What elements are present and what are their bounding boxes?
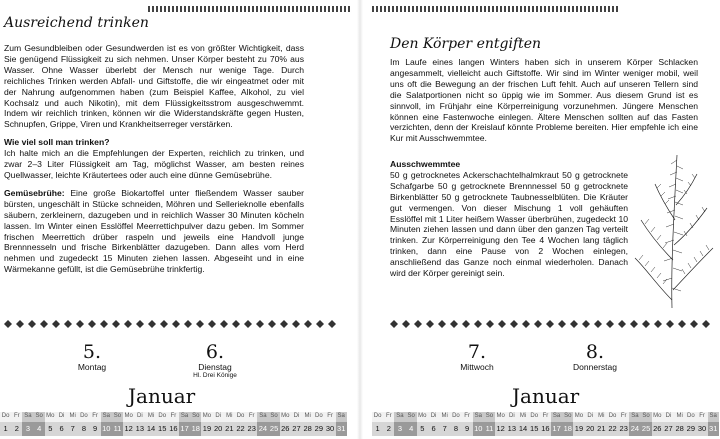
calendar-day-cell — [291, 412, 302, 436]
book-spine — [357, 0, 363, 439]
calendar-date-label: 19 — [201, 422, 212, 436]
calendar-weekday-label: So — [641, 412, 652, 422]
calendar-date-label: 16 — [168, 422, 179, 436]
tea-text: 50 g getrocknetes Ackerschachtelhalmkraut 50 g getrocknete Schafgarbe 50 g getrocknete Brennnessel 50 g getrocknete Birkenblätter 50 g getrocknete Taubnesselblüten. Die Kräuter gut vermengen. Von dieser Mischung 1 voll gehäuften Esslöffel mit 1 Liter heißem Wasser überbrühen, zugedeckt 10 Minuten ziehen lassen und dann über den ganzen Tag verteilt trinken. Zur Körperreinigung den Tee 4 Wochen lang täglich trinken, dann eine Pause von 2 Wochen einlegen, anschließend das Ganze noch einmal wiederholen. Danach wird der Körper gereinigt sein. — [390, 169, 628, 279]
right-page-title: Den Körper entgiften — [390, 36, 542, 52]
calendar-weekday-label: So — [112, 412, 123, 422]
calendar-weekday-label: Mo — [573, 412, 584, 422]
calendar-day-cell — [450, 412, 461, 436]
drink-section — [4, 137, 304, 181]
calendar-date-label: 12 — [495, 422, 506, 436]
calendar-weekday-label: Sa — [394, 412, 405, 422]
calendar-weekday-label: Mo — [417, 412, 428, 422]
calendar-weekday-label: Do — [0, 412, 11, 422]
calendar-date-label: 10 — [101, 422, 112, 436]
calendar-day-cell — [78, 412, 89, 436]
calendar-day-cell — [607, 412, 618, 436]
calendar-date-label: 13 — [134, 422, 145, 436]
calendar-date-label: 27 — [663, 422, 674, 436]
calendar-date-label: 3 — [22, 422, 33, 436]
calendar-date-label: 16 — [540, 422, 551, 436]
day-weekday: Montag — [77, 362, 107, 372]
calendar-date-label: 5 — [45, 422, 56, 436]
calendar-date-label: 12 — [123, 422, 134, 436]
calendar-weekday-label: Mo — [652, 412, 663, 422]
decorative-border — [4, 320, 344, 328]
calendar-day-cell — [551, 412, 562, 436]
calendar-weekday-label: Fr — [11, 412, 22, 422]
calendar-day-cell — [428, 412, 439, 436]
top-rule — [372, 6, 620, 12]
calendar-date-label: 18 — [190, 422, 201, 436]
calendar-day-cell — [663, 412, 674, 436]
calendar-date-label: 25 — [269, 422, 280, 436]
calendar-day-cell — [269, 412, 280, 436]
calendar-weekday-label: Do — [685, 412, 696, 422]
calendar-weekday-label: Mi — [145, 412, 156, 422]
calendar-weekday-label: Mi — [67, 412, 78, 422]
calendar-date-label: 31 — [708, 422, 719, 436]
calendar-date-label: 4 — [34, 422, 45, 436]
calendar-weekday-label: Do — [235, 412, 246, 422]
calendar-date-label: 10 — [473, 422, 484, 436]
calendar-weekday-label: Do — [313, 412, 324, 422]
broth-text: Eine große Biokartoffel unter fließendem Wasser sauber bürsten, ungeschält in Stücke schneiden, Möhren und Sellerieknolle ebenfalls säubern, zerkleinern, dazugeben und in reichlich Wasser 30 Minuten köcheln lassen. Im Winter einen Esslöffel Meerrettichpulver dazu geben. Im Sommer frischen Meerrettich drüber raspeln und jeweils eine Handvoll junge Brennnesseln und frische Birkenblätter dazugeben. Dann alles vom Herd nehmen und zugedeckt 15 Minuten ziehen lassen. Abgeseiht und in eine Wärmekanne gefüllt, ist die Gemüsebrühe trinkfertig. — [4, 187, 304, 275]
calendar-date-label: 8 — [78, 422, 89, 436]
calendar-date-label: 30 — [324, 422, 335, 436]
calendar-day-cell — [324, 412, 335, 436]
calendar-day-cell — [517, 412, 528, 436]
calendar-day-cell — [417, 412, 428, 436]
right-page — [372, 0, 720, 439]
day-number: 6. — [205, 341, 225, 363]
calendar-date-label: 9 — [462, 422, 473, 436]
left-body — [4, 43, 304, 282]
calendar-date-label: 19 — [573, 422, 584, 436]
calendar-weekday-label: Mo — [123, 412, 134, 422]
calendar-day-cell — [573, 412, 584, 436]
month-calendar-strip — [372, 412, 719, 436]
calendar-date-label: 26 — [652, 422, 663, 436]
calendar-day-cell — [495, 412, 506, 436]
calendar-day-cell — [45, 412, 56, 436]
calendar-day-cell — [685, 412, 696, 436]
calendar-date-label: 31 — [336, 422, 347, 436]
calendar-weekday-label: Sa — [473, 412, 484, 422]
calendar-day-cell — [224, 412, 235, 436]
calendar-weekday-label: So — [562, 412, 573, 422]
calendar-day-cell — [506, 412, 517, 436]
calendar-day-cell — [641, 412, 652, 436]
calendar-date-label: 11 — [112, 422, 123, 436]
calendar-day-cell — [629, 412, 640, 436]
calendar-date-label: 14 — [145, 422, 156, 436]
calendar-date-label: 24 — [629, 422, 640, 436]
calendar-day-cell — [56, 412, 67, 436]
day-number: 8. — [585, 341, 605, 363]
calendar-day-cell — [674, 412, 685, 436]
calendar-date-label: 30 — [696, 422, 707, 436]
calendar-weekday-label: Di — [213, 412, 224, 422]
calendar-day-cell — [101, 412, 112, 436]
calendar-date-label: 24 — [257, 422, 268, 436]
calendar-day-cell — [123, 412, 134, 436]
calendar-weekday-label: Fr — [696, 412, 707, 422]
calendar-weekday-label: Sa — [257, 412, 268, 422]
calendar-day-cell — [439, 412, 450, 436]
calendar-weekday-label: Fr — [168, 412, 179, 422]
calendar-weekday-label: Di — [428, 412, 439, 422]
day-number: 7. — [467, 341, 487, 363]
calendar-weekday-label: Fr — [324, 412, 335, 422]
day-7 — [447, 342, 507, 372]
calendar-date-label: 28 — [302, 422, 313, 436]
calendar-date-label: 20 — [585, 422, 596, 436]
calendar-day-cell — [708, 412, 719, 436]
calendar-day-cell — [168, 412, 179, 436]
top-rule — [148, 6, 350, 12]
calendar-date-label: 11 — [484, 422, 495, 436]
calendar-weekday-label: Mi — [439, 412, 450, 422]
calendar-date-label: 2 — [383, 422, 394, 436]
calendar-date-label: 1 — [372, 422, 383, 436]
day-holiday: Hl. Drei Könige — [193, 372, 237, 379]
calendar-weekday-label: So — [406, 412, 417, 422]
day-weekday: Dienstag — [198, 362, 232, 372]
calendar-date-label: 23 — [246, 422, 257, 436]
calendar-day-cell — [213, 412, 224, 436]
broth-label: Gemüsebrühe: — [4, 187, 65, 198]
left-page — [0, 0, 350, 439]
detox-intro: Im Laufe eines langen Winters haben sich in unserem Körper Schlacken angesammelt, vielleicht auch Giftstoffe. Wir sind im Winter weniger mobil, weil uns oft die Bewegung an der frischen Luft fehlt. Auch auf unseren Tellern sind die Salatportionen nicht so üppig wie im Sommer. Aus diesem Grund ist es sinnvoll, im Frühjahr eine Körperreinigung vorzunehmen. Jüngere Menschen können eine Fastenwoche einlegen. Ältere Menschen sollten auf das Fasten verzichten, denn der Kreislauf könnte Probleme bereiten. Hier empfehle ich eine Kur mit Ausschwemmtee. — [390, 57, 698, 144]
calendar-date-label: 22 — [235, 422, 246, 436]
calendar-date-label: 21 — [224, 422, 235, 436]
calendar-date-label: 28 — [674, 422, 685, 436]
calendar-date-label: 25 — [641, 422, 652, 436]
calendar-day-cell — [22, 412, 33, 436]
tea-heading: Ausschwemmtee — [390, 159, 461, 169]
calendar-day-cell — [190, 412, 201, 436]
calendar-weekday-label: Sa — [336, 412, 347, 422]
calendar-day-cell — [11, 412, 22, 436]
calendar-day-cell — [90, 412, 101, 436]
day-6 — [180, 342, 250, 379]
broth-section — [4, 188, 304, 275]
calendar-weekday-label: Di — [134, 412, 145, 422]
calendar-day-cell — [280, 412, 291, 436]
calendar-date-label: 13 — [506, 422, 517, 436]
calendar-weekday-label: So — [190, 412, 201, 422]
day-weekday: Donnerstag — [573, 362, 617, 372]
calendar-day-cell — [618, 412, 629, 436]
calendar-day-cell — [462, 412, 473, 436]
calendar-weekday-label: So — [34, 412, 45, 422]
calendar-day-cell — [302, 412, 313, 436]
calendar-day-cell — [406, 412, 417, 436]
calendar-weekday-label: Mo — [201, 412, 212, 422]
calendar-weekday-label: Fr — [618, 412, 629, 422]
calendar-weekday-label: Mo — [45, 412, 56, 422]
calendar-day-cell — [235, 412, 246, 436]
calendar-weekday-label: Di — [585, 412, 596, 422]
calendar-day-cell — [529, 412, 540, 436]
calendar-date-label: 3 — [394, 422, 405, 436]
calendar-date-label: 5 — [417, 422, 428, 436]
tea-recipe — [390, 159, 628, 279]
calendar-day-cell — [313, 412, 324, 436]
calendar-date-label: 29 — [685, 422, 696, 436]
calendar-date-label: 20 — [213, 422, 224, 436]
calendar-day-cell — [372, 412, 383, 436]
calendar-date-label: 14 — [517, 422, 528, 436]
calendar-date-label: 7 — [67, 422, 78, 436]
calendar-weekday-label: Di — [291, 412, 302, 422]
calendar-weekday-label: Di — [506, 412, 517, 422]
calendar-date-label: 18 — [562, 422, 573, 436]
calendar-day-cell — [179, 412, 190, 436]
calendar-weekday-label: Mi — [302, 412, 313, 422]
drink-heading: Wie viel soll man trinken? — [4, 137, 110, 148]
calendar-day-cell — [562, 412, 573, 436]
calendar-day-cell — [696, 412, 707, 436]
calendar-weekday-label: So — [484, 412, 495, 422]
calendar-day-cell — [134, 412, 145, 436]
left-page-title: Ausreichend trinken — [4, 15, 149, 31]
calendar-day-cell — [67, 412, 78, 436]
calendar-date-label: 26 — [280, 422, 291, 436]
calendar-weekday-label: Mi — [674, 412, 685, 422]
calendar-weekday-label: Sa — [551, 412, 562, 422]
calendar-weekday-label: Sa — [629, 412, 640, 422]
calendar-day-cell — [473, 412, 484, 436]
left-month: Januar — [128, 384, 196, 408]
calendar-date-label: 6 — [428, 422, 439, 436]
calendar-weekday-label: Fr — [246, 412, 257, 422]
calendar-weekday-label: Mi — [596, 412, 607, 422]
calendar-day-cell — [484, 412, 495, 436]
calendar-day-cell — [0, 412, 11, 436]
decorative-border — [390, 320, 720, 328]
calendar-weekday-label: Sa — [179, 412, 190, 422]
calendar-date-label: 27 — [291, 422, 302, 436]
calendar-weekday-label: Do — [450, 412, 461, 422]
calendar-weekday-label: Do — [78, 412, 89, 422]
drink-text: Ich halte mich an die Empfehlungen der Experten, reichlich zu trinken, und zwar 2–3 Liter Flüssigkeit am Tag, möglichst Wasser, am besten reines Quellwasser, leichte Kräutertees oder auch eine dünne Gemüsebrühe. — [4, 148, 304, 180]
calendar-date-label: 8 — [450, 422, 461, 436]
calendar-date-label: 17 — [551, 422, 562, 436]
calendar-weekday-label: Fr — [90, 412, 101, 422]
calendar-weekday-label: Fr — [383, 412, 394, 422]
calendar-weekday-label: Do — [529, 412, 540, 422]
day-8 — [560, 342, 630, 372]
calendar-date-label: 2 — [11, 422, 22, 436]
calendar-day-cell — [336, 412, 347, 436]
calendar-weekday-label: Fr — [540, 412, 551, 422]
calendar-day-cell — [257, 412, 268, 436]
calendar-day-cell — [145, 412, 156, 436]
calendar-date-label: 22 — [607, 422, 618, 436]
calendar-weekday-label: Do — [607, 412, 618, 422]
calendar-day-cell — [596, 412, 607, 436]
calendar-weekday-label: Mo — [280, 412, 291, 422]
calendar-date-label: 9 — [90, 422, 101, 436]
calendar-date-label: 23 — [618, 422, 629, 436]
calendar-date-label: 6 — [56, 422, 67, 436]
calendar-date-label: 15 — [529, 422, 540, 436]
calendar-date-label: 15 — [157, 422, 168, 436]
calendar-day-cell — [652, 412, 663, 436]
calendar-weekday-label: Mi — [517, 412, 528, 422]
herb-illustration — [627, 150, 717, 310]
calendar-weekday-label: Do — [157, 412, 168, 422]
calendar-weekday-label: So — [269, 412, 280, 422]
calendar-date-label: 29 — [313, 422, 324, 436]
right-month: Januar — [512, 384, 580, 408]
calendar-day-cell — [112, 412, 123, 436]
day-weekday: Mittwoch — [460, 362, 494, 372]
calendar-date-label: 21 — [596, 422, 607, 436]
calendar-day-cell — [157, 412, 168, 436]
calendar-weekday-label: Sa — [22, 412, 33, 422]
calendar-day-cell — [585, 412, 596, 436]
calendar-day-cell — [540, 412, 551, 436]
calendar-day-cell — [34, 412, 45, 436]
calendar-date-label: 7 — [439, 422, 450, 436]
calendar-day-cell — [246, 412, 257, 436]
calendar-weekday-label: Fr — [462, 412, 473, 422]
calendar-weekday-label: Sa — [708, 412, 719, 422]
calendar-weekday-label: Di — [663, 412, 674, 422]
calendar-day-cell — [394, 412, 405, 436]
month-calendar-strip — [0, 412, 347, 436]
intro-paragraph: Zum Gesundbleiben oder Gesundwerden ist es von größter Wichtigkeit, dass Sie genügend Flüssigkeit zu sich nehmen. Unser Körper besteht zu 70% aus Wasser. Ohne Wasser überlebt der Mensch nur wenige Tage. Durch reichliches Trinken werden Abfall- und Giftstoffe, die wir eingeatmet oder mit der Nahrung aufgenommen haben (zum Beispiel Kaffee, Alkohol, zu viel Kochsalz und auch Nikotin), mit dem Flüssigkeitsstrom ausgeschwemmt. Indem wir reichlich trinken, können wir die Widerstandskräfte gegen Husten, Schnupfen, Grippe, Viren und Krankheitserreger verstärken. — [4, 43, 304, 130]
calendar-day-cell — [383, 412, 394, 436]
day-5 — [62, 342, 122, 372]
day-number: 5. — [82, 341, 102, 363]
calendar-date-label: 4 — [406, 422, 417, 436]
calendar-weekday-label: Di — [56, 412, 67, 422]
calendar-day-cell — [201, 412, 212, 436]
calendar-date-label: 17 — [179, 422, 190, 436]
calendar-weekday-label: Do — [372, 412, 383, 422]
calendar-weekday-label: Mo — [495, 412, 506, 422]
calendar-date-label: 1 — [0, 422, 11, 436]
calendar-weekday-label: Mi — [224, 412, 235, 422]
calendar-weekday-label: Sa — [101, 412, 112, 422]
